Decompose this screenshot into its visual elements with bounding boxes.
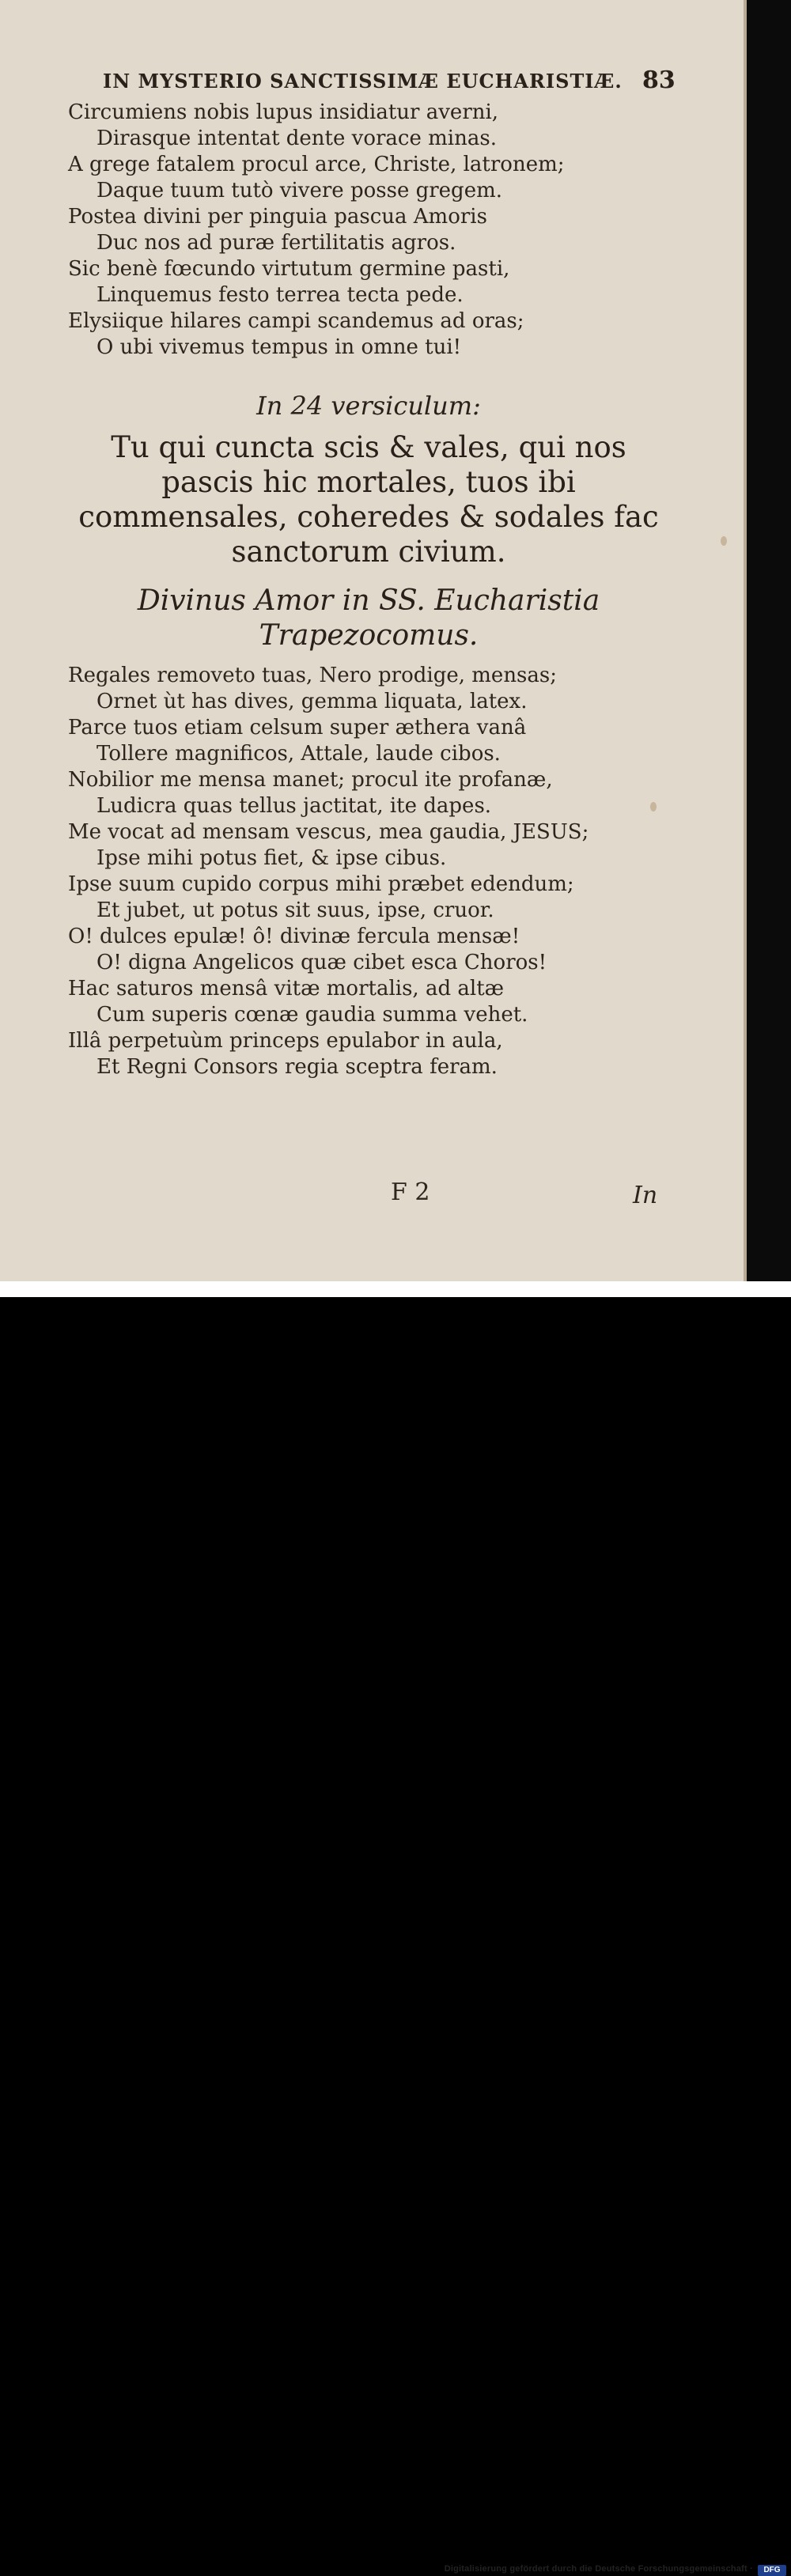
verse-line: Hac saturos mensâ vitæ mortalis, ad altæ (68, 977, 505, 1001)
poem-2 (68, 663, 669, 1080)
verse-line: A grege fatalem procul arce, Christe, latronem; (68, 153, 565, 176)
verse-line: Sic benè fœcundo virtutum germine pasti, (68, 257, 510, 281)
signature-mark: F 2 (391, 1178, 430, 1206)
verse-line: Ornet ùt has dives, gemma liquata, latex. (97, 690, 528, 713)
verse-line: Et Regni Consors regia sceptra feram. (97, 1055, 498, 1079)
verse-line: Linquemus festo terrea tecta pede. (97, 283, 464, 307)
verse-line: Ipse suum cupido corpus mihi præbet edendum; (68, 872, 574, 896)
credit-bar (0, 1281, 791, 2574)
verse-line: Parce tuos etiam celsum super æthera vanâ (68, 716, 527, 740)
verse-line: O! dulces epulæ! ô! divinæ fercula mensæ! (68, 925, 520, 948)
poem-1 (68, 100, 669, 361)
verse-line: Daque tuum tutò vivere posse gregem. (97, 179, 503, 202)
paper-stain (721, 536, 727, 546)
verse-line: Me vocat ad mensam vescus, mea gaudia, JESUS; (68, 820, 589, 844)
verse-line: O ubi vivemus tempus in omne tui! (97, 335, 462, 359)
verse-line: Cum superis cœnæ gaudia summa vehet. (97, 1003, 528, 1027)
verse-line: Elysiique hilares campi scandemus ad oras; (68, 309, 524, 333)
verse-line: Postea divini per pinguia pascua Amoris (68, 205, 487, 229)
section-heading: In 24 versiculum: (256, 391, 481, 421)
running-head: IN MYSTERIO SANCTISSIMÆ EUCHARISTIÆ. (103, 70, 623, 93)
verse-line: Dirasque intentat dente vorace minas. (97, 127, 497, 150)
scan-background (747, 0, 791, 1281)
verse-line: O! digna Angelicos quæ cibet esca Choros! (97, 951, 547, 974)
verse-line: Regales removeto tuas, Nero prodige, mensas; (68, 664, 558, 687)
book-page (0, 0, 747, 1281)
verse-line: Duc nos ad puræ fertilitatis agros. (97, 231, 456, 255)
page-number: 83 (642, 66, 676, 94)
verse-line: Et jubet, ut potus sit suus, ipse, cruor. (97, 898, 494, 922)
catchword: In (633, 1182, 658, 1209)
verse-line: Tollere magnificos, Attale, laude cibos. (97, 742, 501, 766)
verse-line: Circumiens nobis lupus insidiatur averni, (68, 100, 499, 124)
verse-line: Ipse mihi potus fiet, & ipse cibus. (97, 846, 447, 870)
credit-text: Digitalisierung gefördert durch die Deutsche Forschungsgemeinschaft · (444, 2564, 753, 2574)
versicle-text: Tu qui cuncta scis & vales, qui nos pascis hic mortales, tuos ibi commensales, coheredes & sodales fac sanctorum civium. (78, 430, 659, 569)
verse-line: Illâ perpetuùm princeps epulabor in aula, (68, 1029, 503, 1053)
dfg-logo: DFG (758, 2565, 786, 2576)
verse-line: Nobilior me mensa manet; procul ite profanæ, (68, 768, 553, 792)
poem-title: Divinus Amor in SS. Eucharistia Trapezocomus. (137, 584, 600, 652)
verse-line: Ludicra quas tellus jactitat, ite dapes. (97, 794, 492, 818)
